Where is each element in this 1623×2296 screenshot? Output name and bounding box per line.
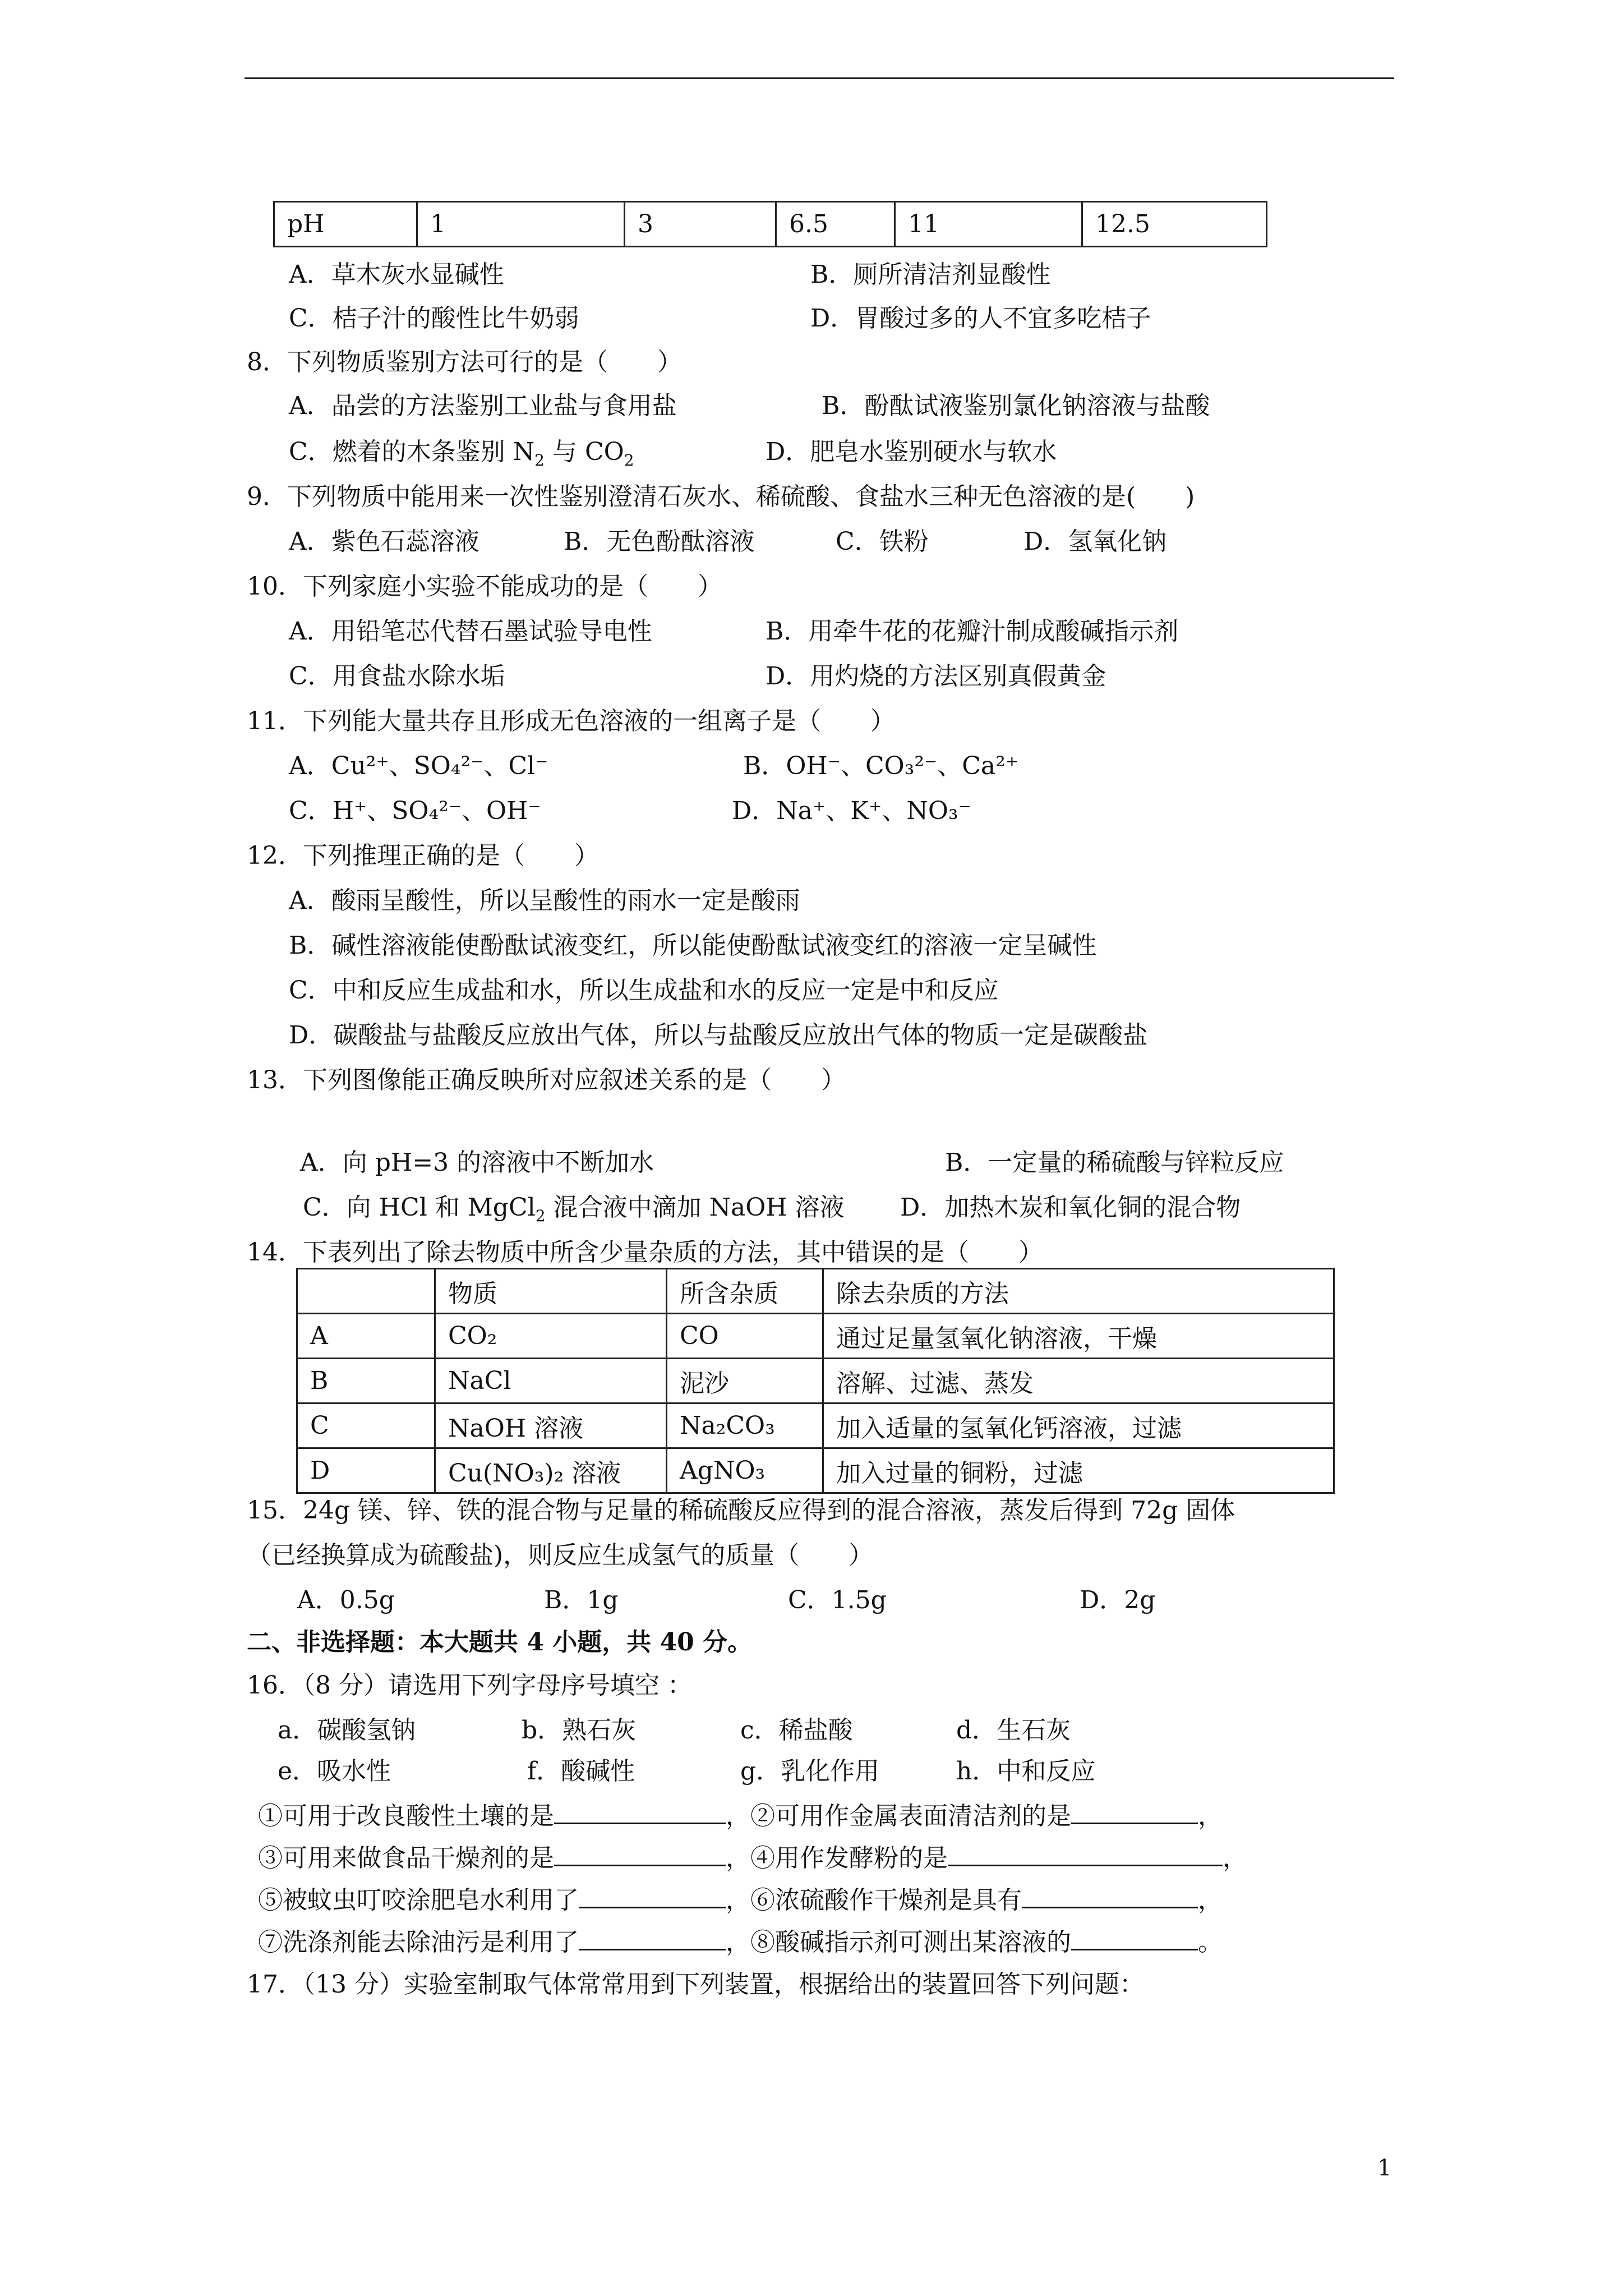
q9-option-c: C．铁粉 [836,527,929,556]
q10-option-a: A．用铅笔芯代替石墨试验导电性 [289,617,652,646]
ph-cell: 6.5 [776,202,895,247]
q12-option-c: C．中和反应生成盐和水，所以生成盐和水的反应一定是中和反应 [289,976,999,1005]
table-row [297,1269,1334,1314]
q8-option-a: A．品尝的方法鉴别工业盐与食用盐 [289,392,677,420]
q9-option-b: B．无色酚酞溶液 [564,527,755,556]
q16-opt-b: b．熟石灰 [522,1716,637,1745]
q8-option-c: C．燃着的木条鉴别 $N_2$ 与 $CO_2$ [289,438,634,470]
q11-option-b: B．OH⁻、CO₃²⁻、Ca²⁺ [743,752,1019,780]
ph-table [273,201,1267,247]
q7-option-a: A．草木灰水显碱性 [289,260,504,289]
q9-option-d: D．氢氧化钠 [1023,527,1167,556]
q15-option-a: A．0.5g [297,1586,395,1614]
table-row [297,1404,1334,1448]
table-cell: 加入过量的铜粉，过滤 [823,1448,1334,1493]
q16-opt-h: h．中和反应 [956,1757,1096,1786]
page-number: 1 [1377,2155,1392,2181]
table-cell: 溶解、过滤、蒸发 [823,1359,1334,1404]
table-cell: 泥沙 [667,1359,823,1404]
q15-option-d: D．2g [1080,1586,1156,1614]
q17-stem: 17．（13 分）实验室制取气体常常用到下列装置，根据给出的装置回答下列问题： [247,1970,1144,1999]
q16-opt-d: d．生石灰 [956,1716,1071,1745]
table-cell: Cu(NO₃)₂ 溶液 [435,1448,667,1493]
q16-opt-c: c．稀盐酸 [740,1716,853,1745]
table-cell: CO₂ [435,1314,667,1359]
q13-option-d: D．加热木炭和氧化铜的混合物 [900,1193,1241,1222]
ph-cell: 3 [625,202,776,247]
table-row [297,1448,1334,1493]
impurity-table [296,1268,1335,1494]
q12-stem: 12．下列推理正确的是（ ） [247,841,599,870]
q10-option-c: C．用食盐水除水垢 [289,662,505,691]
q9-stem: 9．下列物质中能用来一次性鉴别澄清石灰水、稀硫酸、食盐水三种无色溶液的是( ) [247,482,1195,511]
table-header-cell: 所含杂质 [667,1269,823,1314]
q10-option-b: B．用牵牛花的花瓣汁制成酸碱指示剂 [766,617,1179,646]
ph-cell: pH [274,202,417,247]
q16-fill-line-3: ⑤被蚊虫叮咬涂肥皂水利用了 ，⑥浓硫酸作干燥剂是具有 ， [258,1881,1223,1917]
answer-blank[interactable] [1022,1881,1198,1908]
q16-opt-g: g．乳化作用 [740,1757,880,1786]
table-cell: A [297,1314,435,1359]
q13-option-b: B．一定量的稀硫酸与锌粒反应 [945,1148,1284,1177]
q16-fill-line-4: ⑦洗涤剂能去除油污是利用了 ，⑧酸碱指示剂可测出某溶液的 。 [258,1923,1223,1959]
ph-cell: 12.5 [1082,202,1267,247]
ph-cell: 1 [417,202,625,247]
answer-blank[interactable] [948,1839,1223,1866]
q13-stem: 13．下列图像能正确反映所对应叙述关系的是（ ） [247,1066,846,1094]
q12-option-a: A．酸雨呈酸性，所以呈酸性的雨水一定是酸雨 [289,886,800,915]
table-cell: Na₂CO₃ [667,1404,823,1448]
q16-fill-line-1: ①可用于改良酸性土壤的是 ，②可用作金属表面清洁剂的是 ， [258,1797,1223,1833]
q10-stem: 10．下列家庭小实验不能成功的是（ ） [247,572,722,601]
answer-blank[interactable] [554,1839,726,1866]
table-row [297,1314,1334,1359]
table-cell: CO [667,1314,823,1359]
table-cell: NaCl [435,1359,667,1404]
table-cell: 加入适量的氢氧化钙溶液，过滤 [823,1404,1334,1448]
table-cell: 通过足量氢氧化钠溶液，干燥 [823,1314,1334,1359]
table-header-cell: 除去杂质的方法 [823,1269,1334,1314]
q11-option-d: D．Na⁺、K⁺、NO₃⁻ [732,797,971,825]
table-header-cell [297,1269,435,1314]
q16-opt-f: f．酸碱性 [527,1757,635,1786]
ph-cell: 11 [895,202,1082,247]
table-cell: C [297,1404,435,1448]
q14-stem: 14．下表列出了除去物质中所含少量杂质的方法，其中错误的是（ ） [247,1238,1043,1267]
answer-blank[interactable] [554,1797,726,1824]
q16-fill-line-2: ③可用来做食品干燥剂的是 ，④用作发酵粉的是 ， [258,1839,1247,1875]
table-row [297,1359,1334,1404]
q15-line2: （已经换算成为硫酸盐)，则反应生成氢气的质量（ ） [247,1541,874,1570]
answer-blank[interactable] [1071,1923,1198,1950]
table-cell: B [297,1359,435,1404]
table-cell: D [297,1448,435,1493]
answer-blank[interactable] [579,1881,726,1908]
table-header-cell: 物质 [435,1269,667,1314]
q15-option-c: C．1.5g [788,1586,887,1614]
q13-option-a: A．向 pH=3 的溶液中不断加水 [300,1148,654,1177]
q7-option-d: D．胃酸过多的人不宜多吃桔子 [810,304,1151,333]
q9-option-a: A．紫色石蕊溶液 [289,527,479,556]
q15-line1: 15．24g 镁、锌、铁的混合物与足量的稀硫酸反应得到的混合溶液，蒸发后得到 72g 固体 [247,1496,1235,1525]
q8-option-d: D．肥皂水鉴别硬水与软水 [766,438,1057,466]
header-rule [245,77,1394,79]
table-cell: NaOH 溶液 [435,1404,667,1448]
q11-option-c: C．H⁺、SO₄²⁻、OH⁻ [289,797,541,825]
q10-option-d: D．用灼烧的方法区别真假黄金 [766,662,1106,691]
q8-stem: 8．下列物质鉴别方法可行的是（ ） [247,348,682,376]
q8-option-b: B．酚酞试液鉴别氯化钠溶液与盐酸 [822,392,1210,420]
q16-opt-e: e．吸水性 [278,1757,391,1786]
section-heading: 二、非选择题：本大题共 4 小题，共 40 分。 [247,1628,753,1657]
q7-option-c: C．桔子汁的酸性比牛奶弱 [289,304,579,333]
q15-option-b: B．1g [544,1586,619,1614]
q16-opt-a: a．碳酸氢钠 [278,1716,416,1745]
q13-option-c: C．向 HCl 和 MgCl$_2$ 混合液中滴加 NaOH 溶液 [303,1193,845,1225]
q11-option-a: A．Cu²⁺、SO₄²⁻、Cl⁻ [289,752,548,780]
q12-option-d: D．碳酸盐与盐酸反应放出气体，所以与盐酸反应放出气体的物质一定是碳酸盐 [289,1021,1148,1050]
q7-option-b: B．厕所清洁剂显酸性 [810,260,1051,289]
answer-blank[interactable] [1071,1797,1198,1824]
q12-option-b: B．碱性溶液能使酚酞试液变红，所以能使酚酞试液变红的溶液一定呈碱性 [289,931,1097,960]
table-row [274,202,1267,247]
q11-stem: 11．下列能大量共存且形成无色溶液的一组离子是（ ） [247,707,895,735]
q16-stem: 16．（8 分）请选用下列字母序号填空 ： [247,1671,692,1700]
answer-blank[interactable] [579,1923,726,1950]
table-cell: AgNO₃ [667,1448,823,1493]
